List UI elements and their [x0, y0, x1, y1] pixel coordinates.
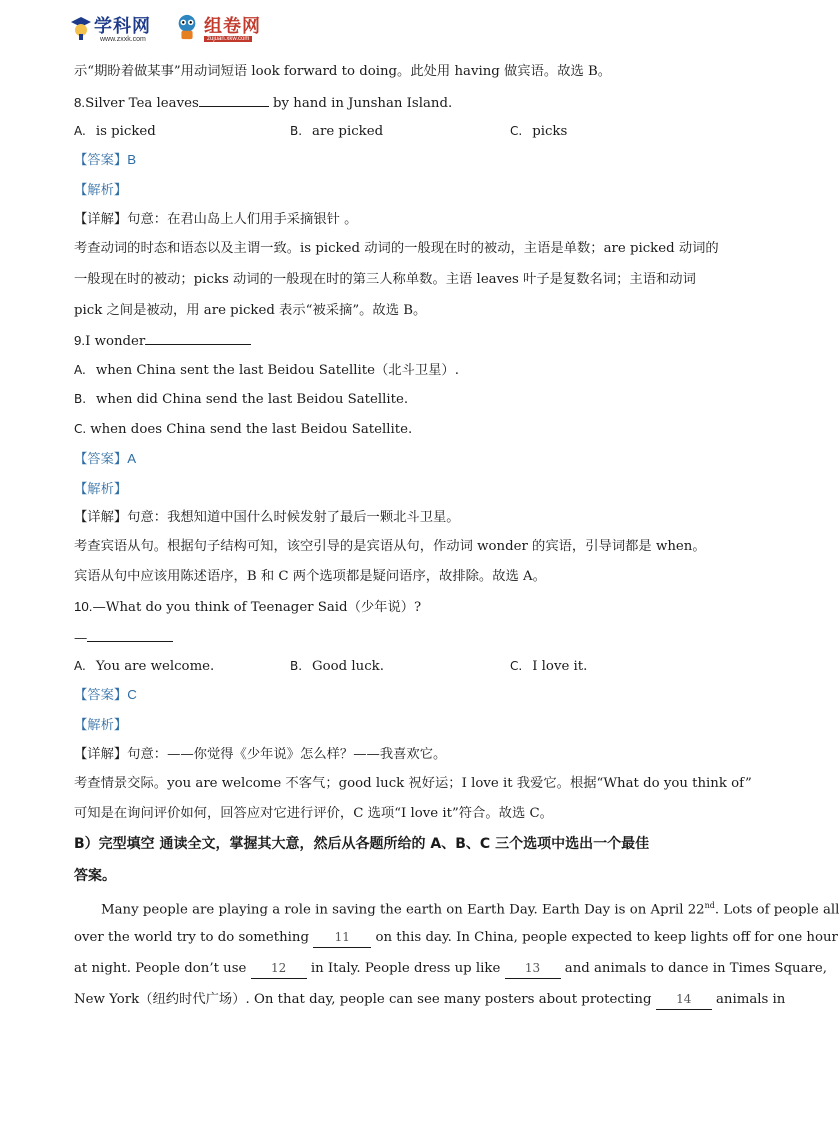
text-line: 考查动词的时态和语态以及主谓一致。is picked 动词的一般现在时的被动，主语是单数；are picked 动词的 — [74, 241, 719, 256]
option-c: C. when does China send the last Beidou Satellite. — [74, 422, 413, 437]
zujuan-logo — [174, 10, 284, 48]
option-a: A. is picked — [74, 124, 156, 139]
option-b: B. are picked — [290, 124, 384, 139]
section-b-heading-cont: 答案。 — [74, 868, 116, 884]
question-number: 9. — [74, 333, 86, 348]
question-9-stem — [74, 330, 251, 352]
text-line: 宾语从句中应该用陈述语序，B 和 C 两个选项都是疑问语序，故排除。故选 A。 — [74, 569, 546, 584]
logo1-url: www.zxxk.com — [100, 36, 146, 43]
cloze-blank-11[interactable]: 11 — [313, 927, 371, 948]
option-c: C. I love it. — [510, 659, 588, 674]
passage-line: at night. People don’t use 12 in Italy. People dress up like 13 and animals to dance in Times Square, — [74, 958, 827, 979]
cloze-blank-13[interactable]: 13 — [505, 958, 561, 979]
analysis-label: 【解析】 — [74, 481, 128, 496]
question-10-reply: — — [74, 627, 173, 649]
stem-text: I wonder — [85, 334, 146, 349]
text-line: 可知是在询问评价如何，回答应对它进行评价，C 选项“I love it”符合。故选 C。 — [74, 806, 553, 821]
zxxk-logo — [70, 10, 165, 48]
answer-value: C — [127, 687, 137, 702]
logo2-title: 组卷网 — [204, 16, 261, 36]
page-header — [70, 10, 290, 50]
text-line: pick 之间是被动，用 are picked 表示“被采摘”。故选 B。 — [74, 303, 427, 318]
text-line: 考查情景交际。you are welcome 不客气；good luck 祝好运；I love it 我爱它。根据“What do you think of” — [74, 776, 752, 791]
text-line: 【详解】句意：我想知道中国什么时候发射了最后一颗北斗卫星。 — [74, 510, 460, 525]
stem-text: by hand in Junshan Island. — [268, 96, 453, 111]
answer-value: B — [127, 152, 137, 167]
section-b-heading: B）完型填空 通读全文，掌握其大意，然后从各题所给的 A、B、C 三个选项中选出一个最佳 — [74, 836, 650, 852]
text-line: 一般现在时的被动；picks 动词的一般现在时的第三人称单数。主语 leaves 叶子是复数名词；主语和动词 — [74, 272, 696, 287]
stem-text: —What do you think of Teenager Said（少年说）? — [92, 600, 422, 615]
stem-text: Silver Tea leaves — [85, 96, 199, 111]
answer-line: 【答案】A — [74, 451, 137, 466]
option-b: B. when did China send the last Beidou Satellite. — [74, 392, 409, 407]
question-number: 10. — [74, 599, 93, 614]
cloze-blank-12[interactable]: 12 — [251, 958, 307, 979]
logo1-title: 学科网 — [94, 16, 151, 36]
question-8-stem — [74, 92, 452, 114]
question-10-stem — [74, 597, 421, 618]
text-line: 示“期盼着做某事”用动词短语 look forward to doing。此处用 having 做宾语。故选 B。 — [74, 64, 612, 79]
logo2-url: zujuan.xkw.com — [204, 36, 252, 42]
passage-line: New York（纽约时代广场）. On that day, people can see many posters about protecting 14 animals in — [74, 989, 785, 1010]
passage-line: over the world try to do something 11 on this day. In China, people expected to keep lights off for one hour — [74, 927, 838, 948]
answer-blank — [199, 92, 269, 107]
graduate-icon — [70, 14, 92, 40]
option-b: B. Good luck. — [290, 659, 384, 674]
option-a: A. You are welcome. — [74, 659, 215, 674]
mascot-icon — [174, 14, 200, 40]
option-a: A. when China sent the last Beidou Satellite（北斗卫星）. — [74, 363, 459, 378]
text-line: 【详解】句意：在君山岛上人们用手采摘银针 。 — [74, 212, 358, 227]
answer-value: A — [127, 451, 137, 466]
answer-line: 【答案】C — [74, 687, 137, 702]
analysis-label: 【解析】 — [74, 182, 128, 197]
cloze-blank-14[interactable]: 14 — [656, 989, 712, 1010]
question-number: 8. — [74, 95, 86, 110]
option-c: C. picks — [510, 124, 568, 139]
answer-line: 【答案】B — [74, 152, 137, 167]
answer-blank — [145, 330, 251, 345]
text-line: 【详解】句意：——你觉得《少年说》怎么样？——我喜欢它。 — [74, 747, 447, 762]
text-line: 考查宾语从句。根据句子结构可知，该空引导的是宾语从句，作动词 wonder 的宾语，引导词都是 when。 — [74, 539, 706, 554]
answer-blank — [87, 627, 173, 642]
analysis-label: 【解析】 — [74, 717, 128, 732]
passage-line: Many people are playing a role in saving the earth on Earth Day. Earth Day is on April 22nd. Lots of people all — [101, 901, 839, 918]
